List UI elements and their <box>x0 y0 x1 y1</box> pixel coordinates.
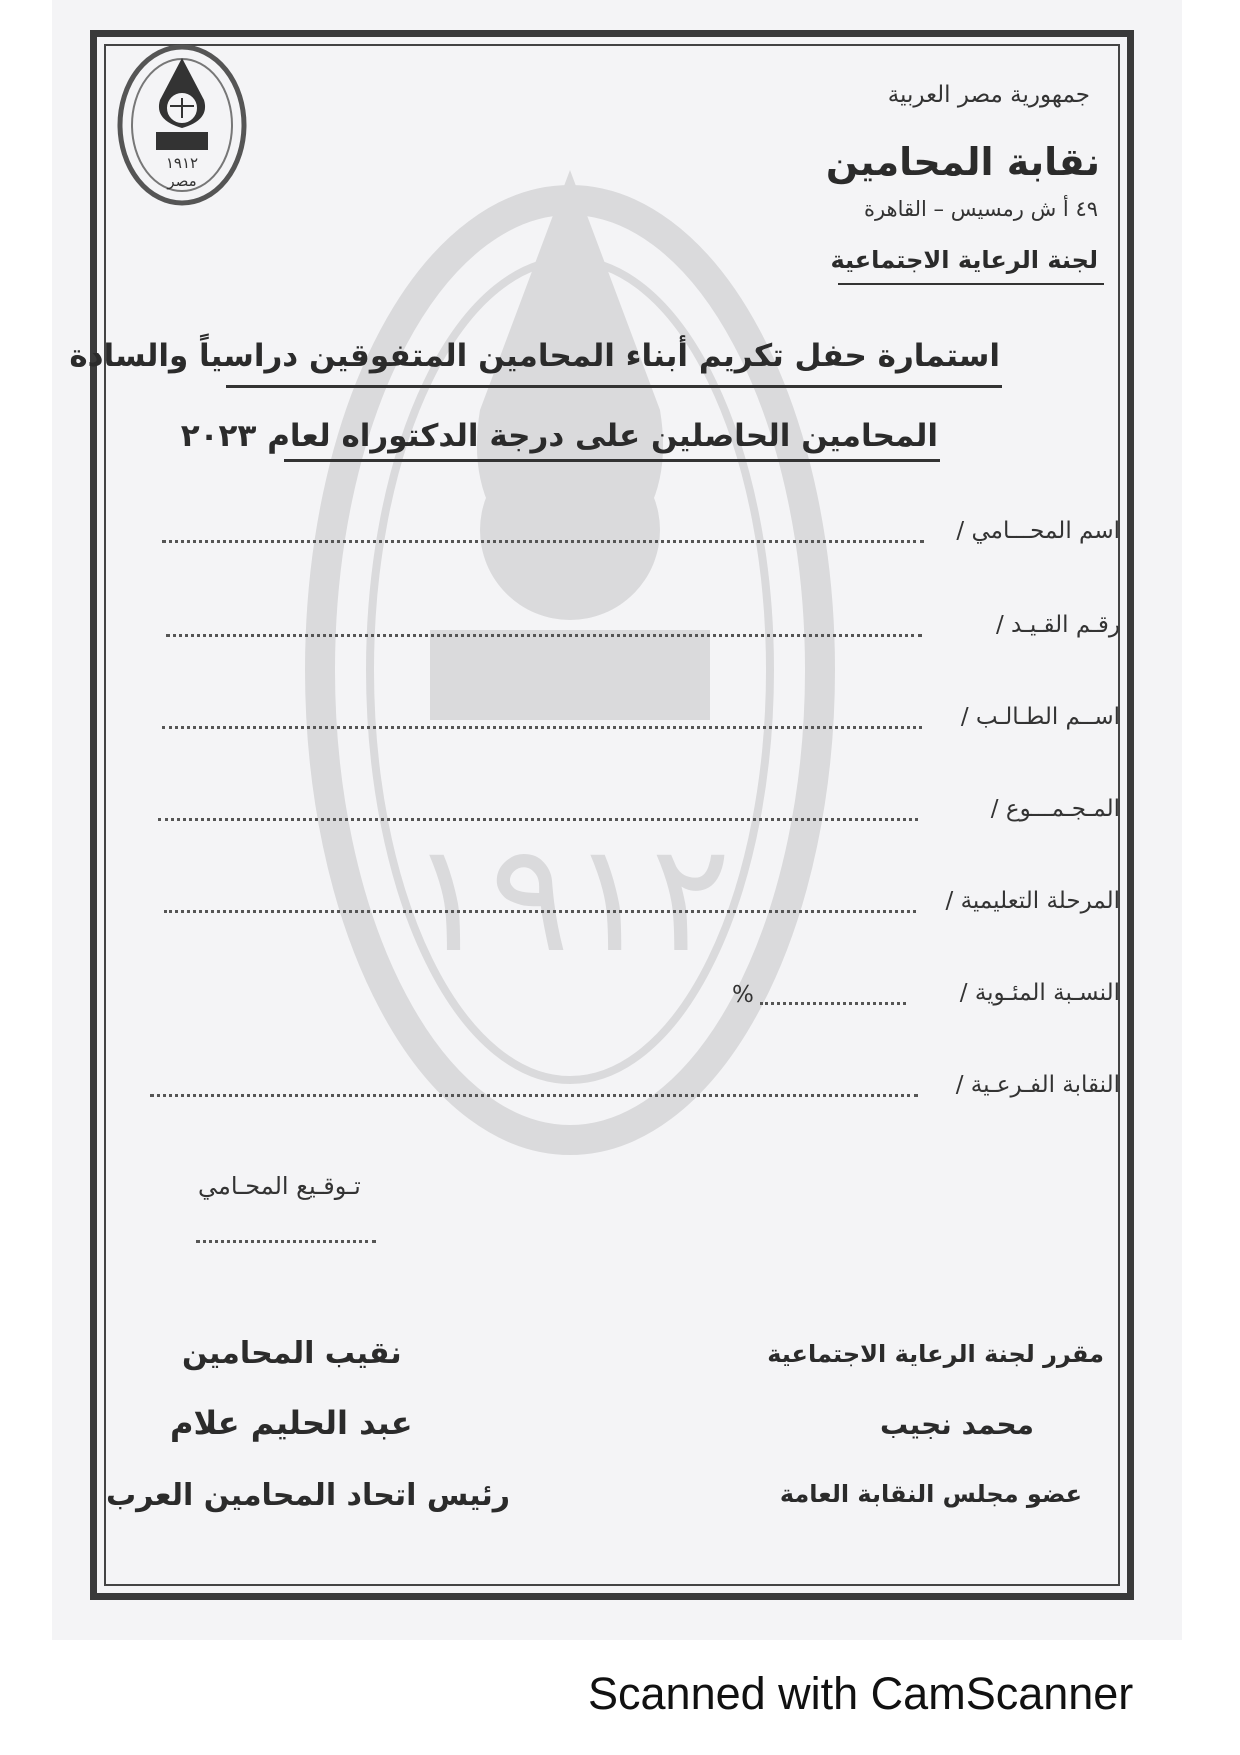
field-education-stage-label: المرحلة التعليمية / <box>945 888 1120 914</box>
syndicate-seal-icon <box>112 40 252 210</box>
field-student-name-line[interactable] <box>162 726 922 729</box>
lawyer-signature-line[interactable] <box>196 1240 376 1243</box>
field-student-name-label: اســم الطـالـب / <box>960 704 1120 730</box>
rapporteur-name: محمد نجيب <box>880 1408 1034 1441</box>
camscanner-stamp: Scanned with CamScanner <box>588 1668 1134 1719</box>
seal-country: مصر <box>167 172 197 190</box>
field-registration-number-label: رقـم القـيـد / <box>995 612 1120 638</box>
header-country: جمهورية مصر العربية <box>887 82 1090 108</box>
field-lawyer-name-label: اسم المحـــامي / <box>956 518 1120 544</box>
lawyer-signature-label: تـوقـيع المحـامي <box>198 1172 361 1200</box>
syndicate-watermark-emblem <box>290 110 850 1330</box>
bar-president-subtitle: رئيس اتحاد المحامين العرب <box>106 1478 511 1513</box>
field-total-score-label: المـجـمـــوع / <box>990 796 1120 822</box>
title-line-2-underline <box>284 459 940 462</box>
header-syndicate-name: نقابة المحامين <box>825 140 1100 184</box>
field-total-score-line[interactable] <box>158 818 918 821</box>
form-title-line-1: استمارة حفل تكريم أبناء المحامين المتفوقين دراسياً والسادة <box>69 338 1000 374</box>
seal-year: ١٩١٢ <box>165 154 199 172</box>
rapporteur-role: مقرر لجنة الرعاية الاجتماعية <box>767 1340 1104 1368</box>
header-committee: لجنة الرعاية الاجتماعية <box>830 246 1098 274</box>
header-underline <box>838 283 1104 285</box>
watermark-year: ١٩١٢ <box>408 812 732 986</box>
field-branch-syndicate-label: النقابة الفـرعـية / <box>955 1072 1120 1098</box>
field-branch-syndicate-line[interactable] <box>150 1094 918 1097</box>
field-lawyer-name-line[interactable] <box>162 540 924 543</box>
form-title-line-2: المحامين الحاصلين على درجة الدكتوراه لعام ٢٠٢٣ <box>180 418 938 454</box>
field-percentage-label: النسـبة المئـوية / <box>959 980 1120 1006</box>
field-percentage-line[interactable] <box>760 1002 906 1005</box>
bar-president-name: عبد الحليم علام <box>170 1404 413 1442</box>
field-education-stage-line[interactable] <box>164 910 916 913</box>
percent-sign: % <box>732 982 754 1008</box>
field-registration-number-line[interactable] <box>166 634 922 637</box>
title-line-1-underline <box>226 385 1002 388</box>
rapporteur-subtitle: عضو مجلس النقابة العامة <box>779 1480 1082 1508</box>
bar-president-role: نقيب المحامين <box>182 1336 402 1371</box>
header-address: ٤٩ أ ش رمسيس – القاهرة <box>863 197 1098 221</box>
